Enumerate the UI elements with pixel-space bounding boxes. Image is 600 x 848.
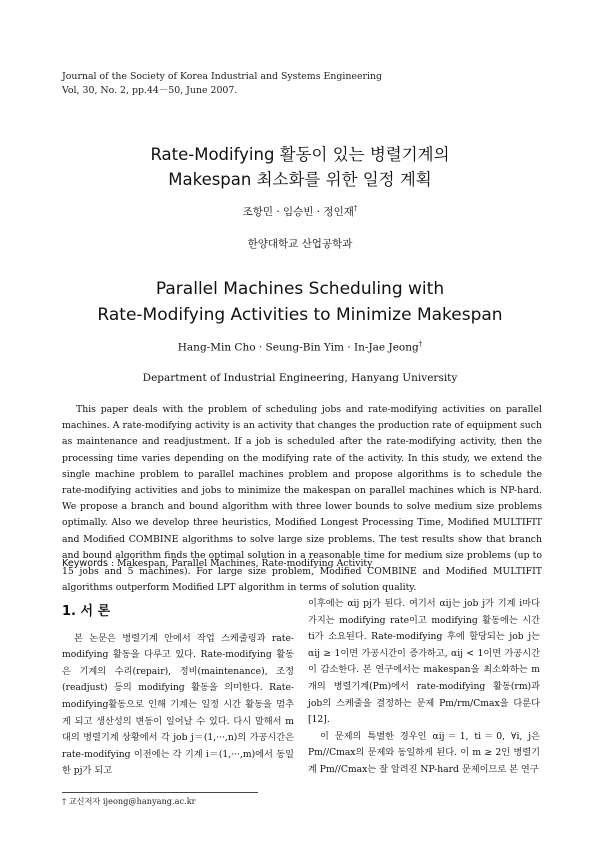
abstract: This paper deals with the problem of scheduling jobs and rate-modifying activities on parallel machines. A rate-modifying activity is an activity that changes the production rate of equipment such as maintenance and readjustment. If a job is scheduled after the rate-modifying activity, then the processing time varies depending on the modifying rate of the activity. In this study, we extend the single machine problem to parallel machines problem and propose algorithms is to schedule the rate-modifying activities and jobs to minimize the makespan on parallel machines which is NP-hard. We propose a branch and bound algorithm with three lower bounds to solve medium size problems optimally. Also we develop three heuristics, Modified Longest Processing Time, Modified MULTIFIT and Modified COMBINE algorithms to solve large size problems. The test results show that branch and bound algorithm finds the optimal solution in a reasonable time for medium size problems (up to 15 jobs and 5 machines). For large size problem, Modified COMBINE and Modified MULTIFIT algorithms outperform Modified LPT algorithm in terms of solution quality.: [62, 404, 542, 594]
korean-title-line2: Makespan 최소화를 위한 일정 계획: [168, 170, 432, 189]
english-title-line1: Parallel Machines Scheduling with: [155, 279, 445, 299]
korean-author-names: 조항민 · 임승빈 · 정인재: [242, 206, 354, 218]
section-heading: 1. 서 론: [62, 604, 111, 619]
journal-name: Journal of the Society of Korea Industrial and Systems Engineering: [62, 71, 383, 82]
corresponding-author-mark-en: †: [418, 340, 423, 348]
body-paragraph-2: 이 문제의 특별한 경우인 αij＝1, ti＝0, ∀i, j은 Pm//Cmax의 문제와 동일하게 된다. 이 m ≥ 2인 병렬기계 Pm//Cmax는 잘 알려진 NP-hard 문제이므로 본 연구: [308, 730, 540, 775]
korean-authors: [0, 204, 600, 219]
body-paragraph: 이후에는 αij pj가 된다. 여기서 αij는 job j가 기계 i마다 가지는 modifying rate이고 modifying 활동에는 시간 ti가 소요된다. Rate-modifying 후에 할당되는 job j는 αij ≥ 1이면 가공시간이 증가하고, αij < 1이면 가공시간이 감소한다. 본 연구에서는 makespan을 최소화하는 m개의 병렬기계(Pm)에서 rate-modifying 활동(rm)과 job의 스케줄을 결정하는 문제 Pm/rm/Cmax을 다룬다[12].: [308, 598, 540, 726]
section-paragraph: 본 논문은 병렬기계 안에서 작업 스케줄링과 rate-modifying 활동을 다루고 있다. Rate-modifying 활동은 기계의 수리(repair), 정비(maintenance), 조정(readjust) 등의 modifying 활동을 의미한다. Rate-modifying활동으로 인해 기계는 일정 시간 활동을 멈추게 되고 생산성의 변동이 일어날 수 있다. 다시 말해서 m대의 병렬기계 상황에서 각 job j＝(1,···,n)의 가공시간은 rate-modifying 이전에는 각 기계 i＝(1,···,m)에서 동일한 pj가 되고: [62, 632, 294, 777]
korean-title: [0, 142, 600, 192]
left-column: [62, 604, 294, 780]
journal-volume: Vol, 30, No. 2, pp.44－50, June 2007.: [62, 85, 238, 96]
keywords-text: Makespan, Parallel Machines, Rate-modifying Activity: [117, 558, 373, 569]
korean-title-line1: Rate-Modifying 활동이 있는 병렬기계의: [150, 145, 450, 164]
keywords-label: Keywords: [62, 558, 108, 569]
keywords-separator: :: [107, 558, 118, 569]
keywords: [62, 558, 542, 569]
english-affiliation: Department of Industrial Engineering, Hanyang University: [142, 372, 458, 384]
journal-header: [62, 70, 382, 98]
english-title: [0, 276, 600, 328]
english-author-names: Hang-Min Cho · Seung-Bin Yim · In-Jae Jeong: [177, 341, 419, 354]
english-authors: [0, 340, 600, 354]
english-title-line2: Rate-Modifying Activities to Minimize Makespan: [97, 305, 503, 325]
footnote: † 교신저자 ijeong@hanyang.ac.kr: [62, 796, 196, 806]
corresponding-author-mark: †: [353, 204, 358, 213]
korean-affiliation: 한양대학교 산업공학과: [247, 238, 353, 250]
right-column: [308, 596, 540, 779]
footnote-divider: [62, 792, 258, 793]
